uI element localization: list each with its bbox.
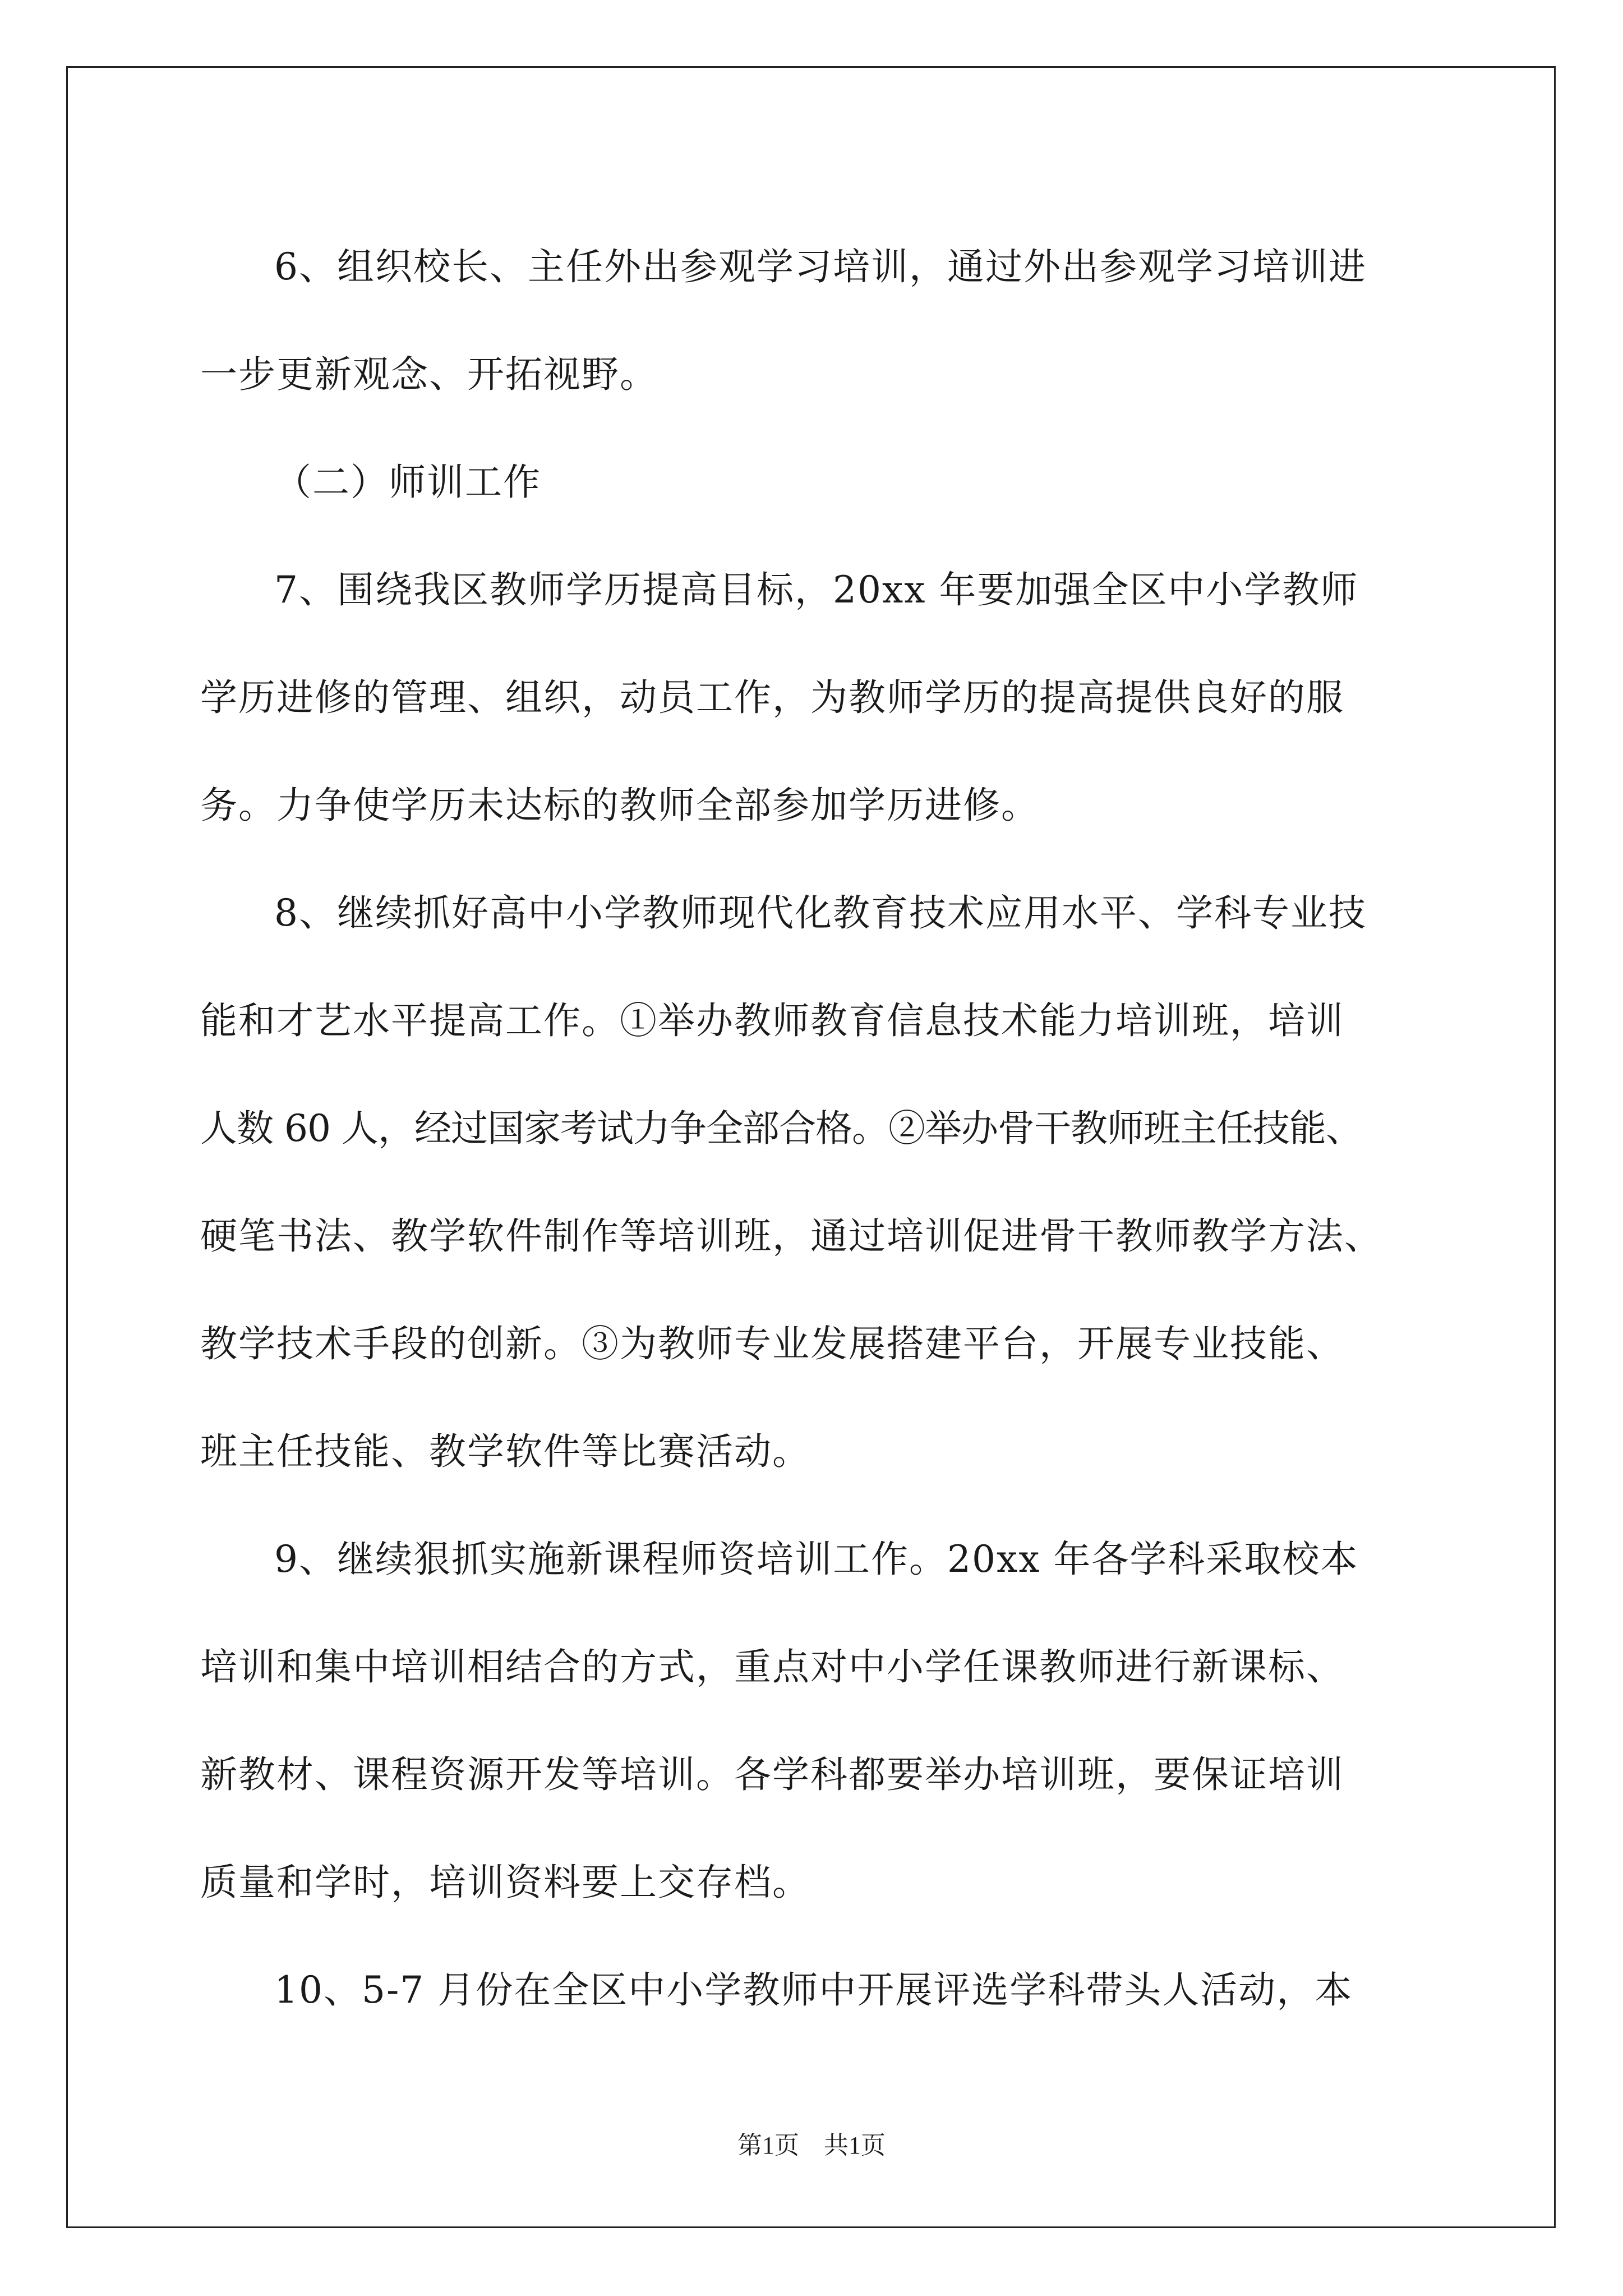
paragraph-6-line-2: 一步更新观念、开拓视野。 xyxy=(200,353,658,396)
paragraph-9-line-3: 新教材、课程资源开发等培训。各学科都要举办培训班，要保证培训 xyxy=(200,1753,1344,1796)
paragraph-7-line-2: 学历进修的管理、组织，动员工作，为教师学历的提高提供良好的服 xyxy=(200,676,1344,719)
paragraph-10-line-1: 10、5-7 月份在全区中小学教师中开展评选学科带头人活动，本 xyxy=(274,1968,1353,2012)
paragraph-8-line-5: 教学技术手段的创新。③为教师专业发展搭建平台，开展专业技能、 xyxy=(200,1322,1344,1365)
paragraph-6-line-1: 6、组织校长、主任外出参观学习培训，通过外出参观学习培训进 xyxy=(274,245,1367,288)
paragraph-9-line-2: 培训和集中培训相结合的方式，重点对中小学任课教师进行新课标、 xyxy=(200,1645,1344,1688)
paragraph-9-line-4: 质量和学时，培训资料要上交存档。 xyxy=(200,1861,810,1904)
paragraph-7-line-1: 7、围绕我区教师学历提高目标，20xx 年要加强全区中小学教师 xyxy=(274,568,1359,611)
paragraph-8-line-2: 能和才艺水平提高工作。①举办教师教育信息技术能力培训班，培训 xyxy=(200,999,1344,1042)
paragraph-8-line-6: 班主任技能、教学软件等比赛活动。 xyxy=(200,1430,810,1473)
page-number-footer: 第1页 共1页 xyxy=(737,2132,886,2159)
paragraph-7-line-3: 务。力争使学历未达标的教师全部参加学历进修。 xyxy=(200,784,1039,827)
paragraph-9-line-1: 9、继续狠抓实施新课程师资培训工作。20xx 年各学科采取校本 xyxy=(274,1538,1359,1581)
section-heading-teacher-training: （二）师训工作 xyxy=(274,461,541,504)
paragraph-8-line-3: 人数 60 人，经过国家考试力争全部合格。②举办骨干教师班主任技能、 xyxy=(200,1107,1362,1150)
paragraph-8-line-4: 硬笔书法、教学软件制作等培训班，通过培训促进骨干教师教学方法、 xyxy=(200,1214,1382,1258)
paragraph-8-line-1: 8、继续抓好高中小学教师现代化教育技术应用水平、学科专业技 xyxy=(274,891,1367,935)
document-body xyxy=(200,213,1490,2044)
